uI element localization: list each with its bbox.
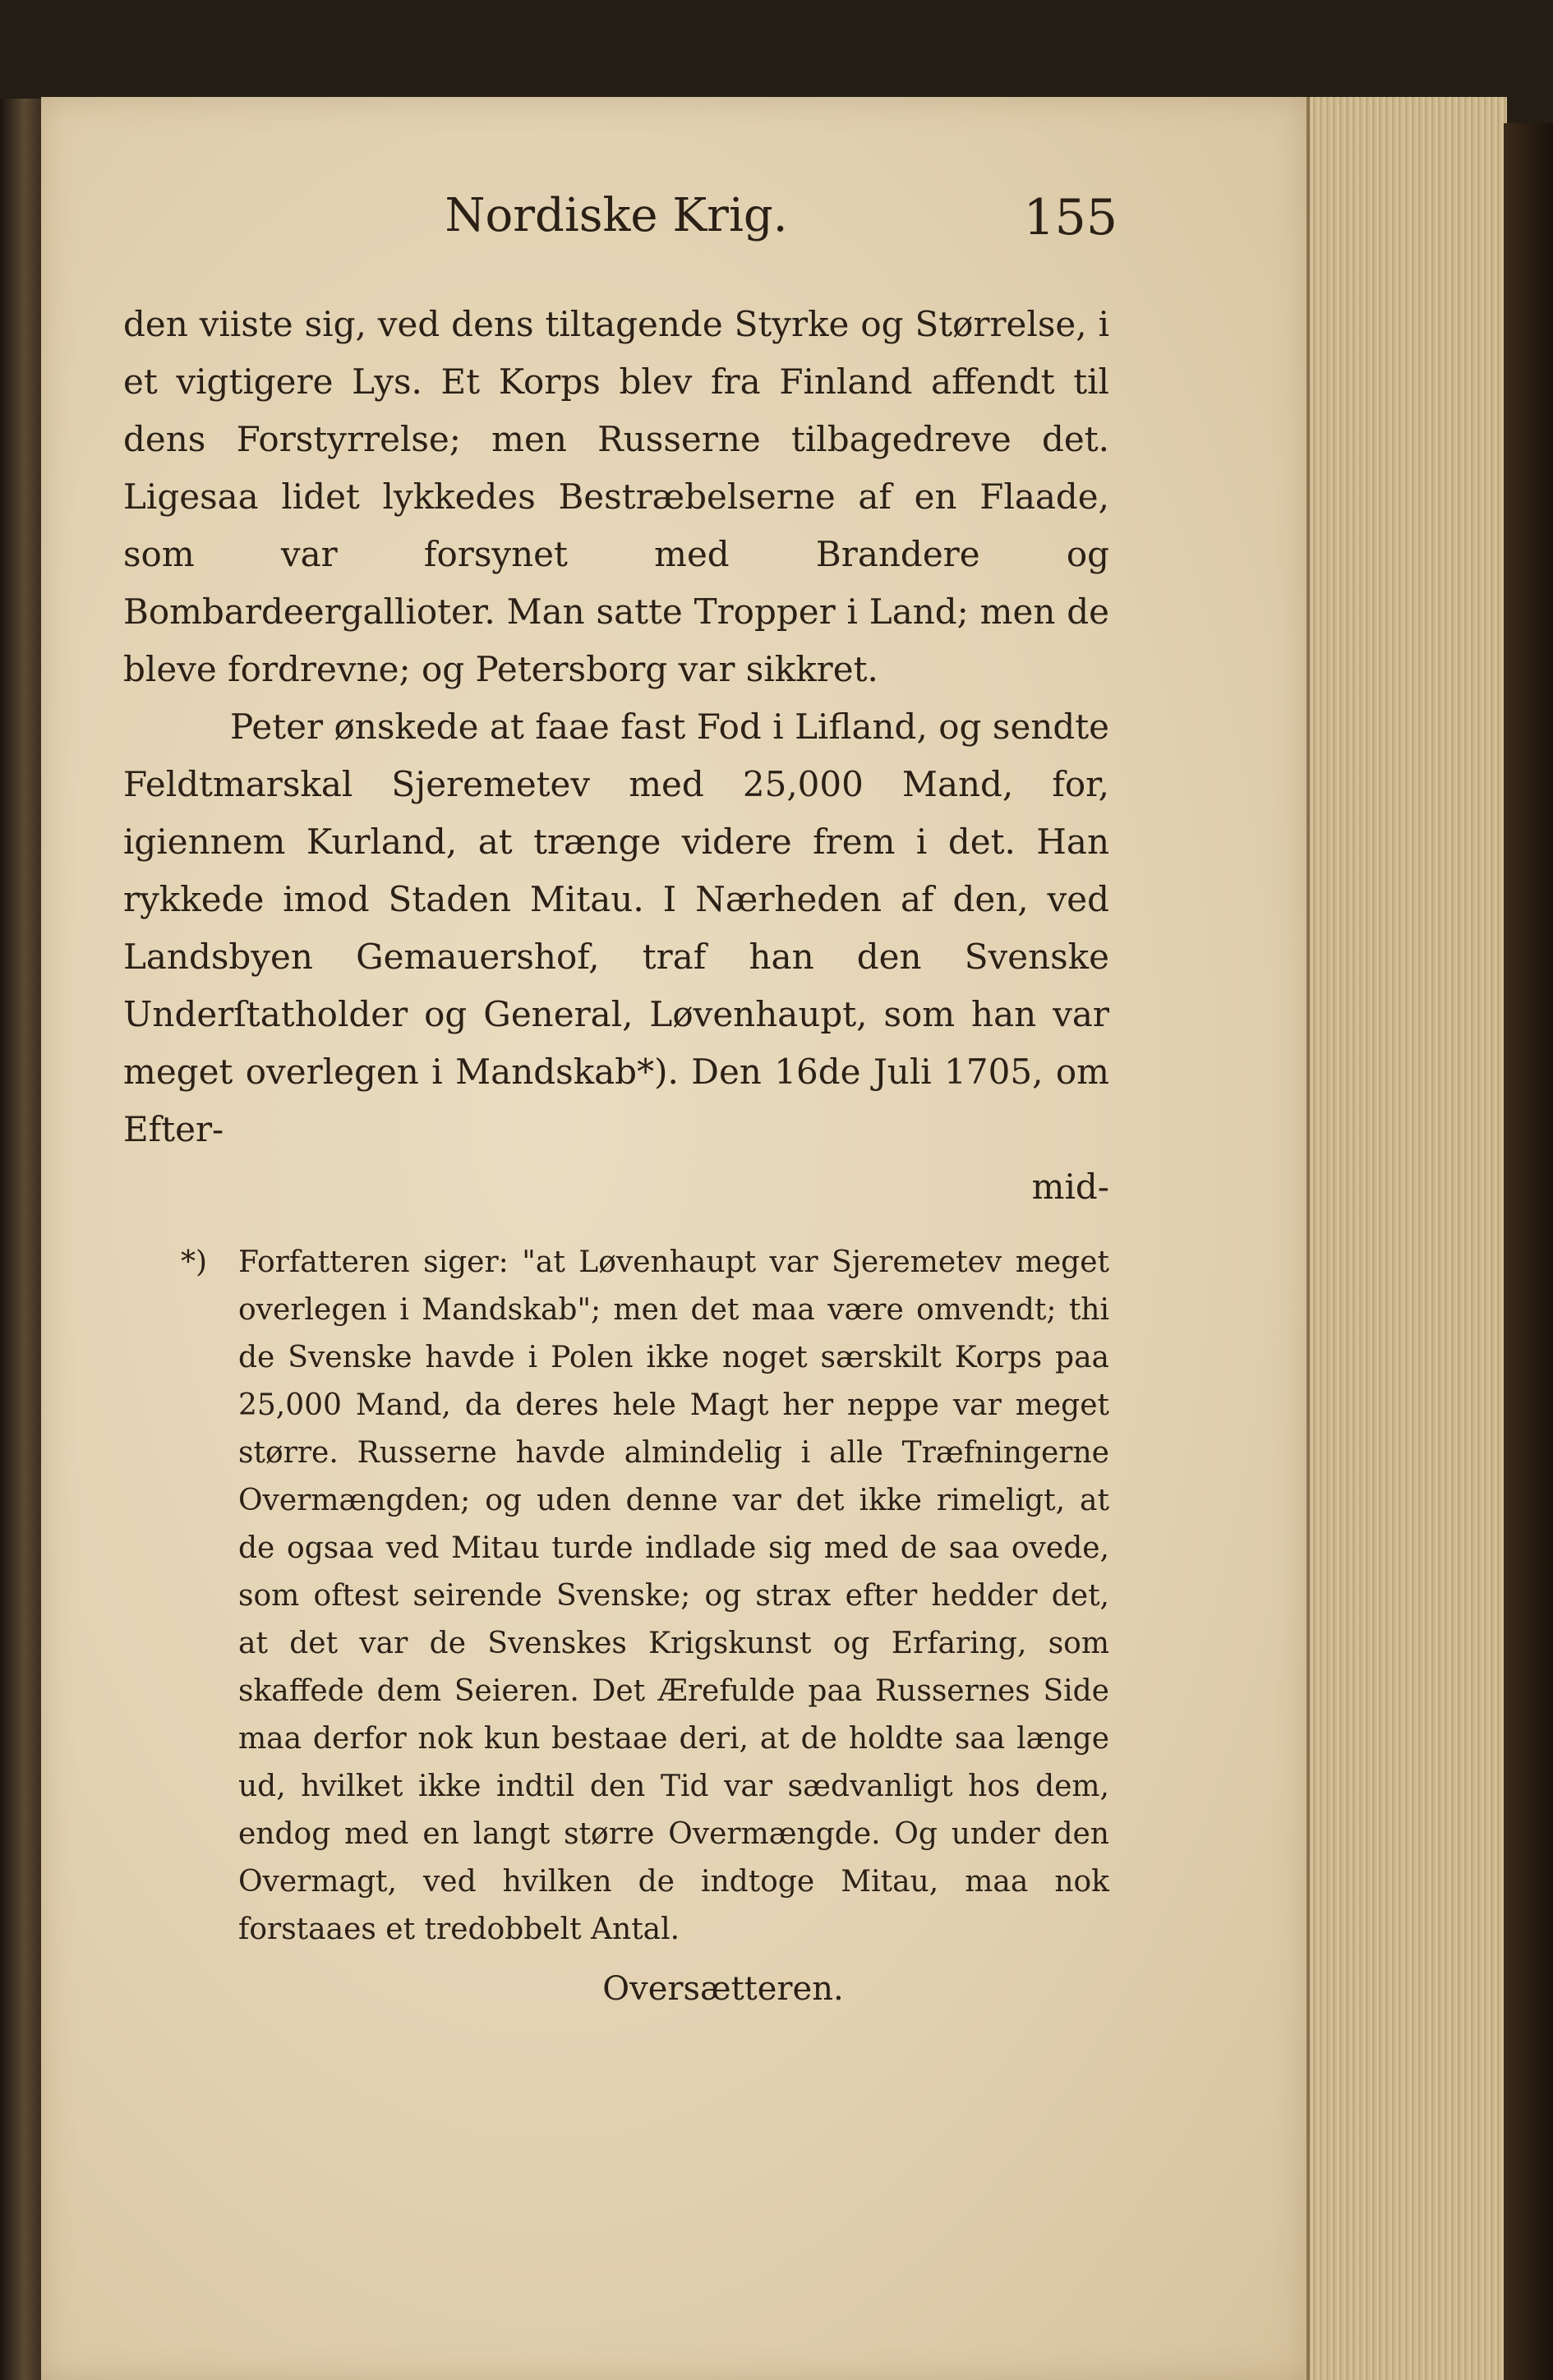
catchword: mid-: [1031, 1167, 1109, 1207]
page-number: 155: [1023, 189, 1118, 246]
footnote-text: Forfatteren siger: "at Løvenhaupt var Sjeremetev meget overlegen i Mandskab"; men det maa være omvendt; thi de Svenske havde i Polen ikke noget særskilt Korps paa 25,000 Mand, da deres hele Magt her neppe var meget større. Russerne havde almindelig i alle Træfningerne Overmængden; og uden denne var det ikke rimeligt, at de ogsaa ved Mitau turde indlade sig med de saa ovede, som oftest seirende Svenske; og strax efter hedder det, at det var de Svenskes Krigskunst og Erfaring, som skaffede dem Seieren. Det Ærefulde paa Russernes Side maa derfor nok kun bestaae deri, at de holdte saa længe ud, hvilket ikke indtil den Tid var sædvanligt hos dem, endog med en langt større Overmængde. Og under den Overmagt, ved hvilken de indtoge Mitau, maa nok forstaaes et tredobbelt Antal.: [238, 1245, 1109, 1946]
paragraph-2: Peter ønskede at faae fast Fod i Lifland, og sendte Feldtmarskal Sjeremetev med 25,000 Mand, for, igiennem Kurland, at trænge videre frem i det. Han rykkede imod Staden Mitau. I Nærheden af den, ved Landsbyen Gemauershof, traf han den Svenske Underſtatholder og General, Løvenhaupt, som han var meget overlegen i Mandskab*). Den 16de Juli 1705, om Efter-: [123, 707, 1109, 1149]
footnote: [123, 1239, 1109, 1954]
footnote-signature: Oversætteren.: [602, 1970, 844, 2008]
page-fore-edge: [1306, 97, 1507, 2380]
paragraph-1: den viiste sig, ved dens tiltagende Styrke og Størrelse, i et vigtigere Lys. Et Korps blev fra Finland affendt til dens Forstyrrelse; men Russerne tilbagedreve det. Ligesaa lidet lykkedes Bestræbelserne af en Flaade, som var forsynet med Brandere og Bombardeergallioter. Man satte Tropper i Land; men de bleve fordrevne; og Petersborg var sikkret.: [123, 304, 1109, 689]
footnote-marker: *): [181, 1245, 208, 1279]
running-head: [123, 189, 1118, 255]
book-cover-edge: [1504, 123, 1553, 2380]
running-title: Nordiske Krig.: [445, 189, 788, 242]
body-text: [123, 296, 1109, 1158]
text-block: [123, 189, 1118, 2008]
left-page-edge: [0, 99, 41, 2380]
